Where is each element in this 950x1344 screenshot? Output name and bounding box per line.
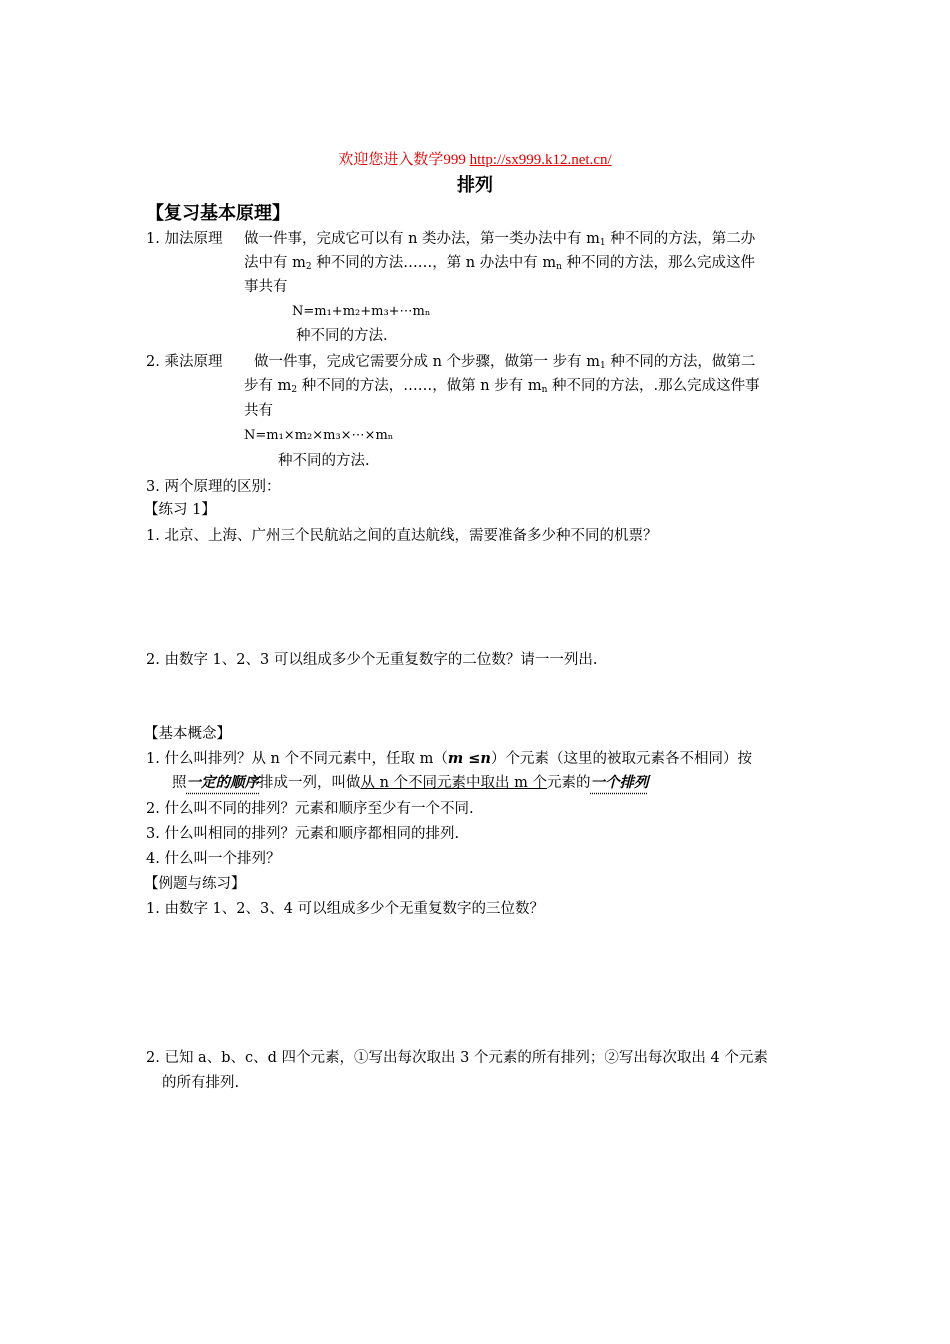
- page-title: 排列: [457, 175, 493, 196]
- example1: 1. 由数字 1、2、3、4 可以组成多少个无重复数字的三位数？: [146, 901, 545, 917]
- addition-principle-label: 1. 加法原理: [146, 231, 223, 247]
- examples-heading: 【例题与练习】: [144, 876, 246, 892]
- site-link[interactable]: http://sx999.k12.net.cn/: [469, 152, 612, 168]
- multiplication-formula: N=m₁×m₂×m₃×⋯×mₙ: [244, 428, 394, 443]
- practice1-question2: 2. 由数字 1、2、3 可以组成多少个无重复数字的二位数？请一一列出.: [146, 652, 598, 668]
- example2-line2: 的所有排列.: [162, 1075, 240, 1091]
- addition-principle-line1: 做一件事，完成它可以有 n 类办法，第一类办法中有 $m_1$ 种不同的方法，第二办: [244, 231, 756, 248]
- multiplication-formula-end: 种不同的方法.: [278, 453, 370, 469]
- concept4: 4. 什么叫一个排列？: [146, 851, 281, 867]
- welcome-banner: [0, 150, 950, 170]
- addition-principle-line2: 法中有 $m_2$ 种不同的方法……，第 n 办法中有 $m_n$ 种不同的方法，那么完成这件: [244, 255, 756, 272]
- multiplication-principle-line3: 共有: [244, 403, 273, 419]
- concept3: 3. 什么叫相同的排列？元素和顺序都相同的排列.: [146, 826, 460, 842]
- practice1-heading: 【练习 1】: [144, 502, 216, 518]
- concept2: 2. 什么叫不同的排列？元素和顺序至少有一个不同.: [146, 801, 474, 817]
- concepts-heading: 【基本概念】: [144, 726, 231, 742]
- review-heading: 【复习基本原理】: [146, 203, 290, 224]
- principle-difference: 3. 两个原理的区别：: [146, 479, 281, 495]
- underlined-phrase: 从 n 个不同元素中取出 m 个: [360, 775, 548, 791]
- practice1-question1: 1. 北京、上海、广州三个民航站之间的直达航线，需要准备多少种不同的机票？: [146, 528, 658, 544]
- multiplication-principle-label: 2. 乘法原理: [146, 354, 223, 370]
- welcome-text: 欢迎您进入数学999: [338, 152, 470, 168]
- multiplication-principle-line2: 步有 $m_2$ 种不同的方法，……，做第 n 步有 $m_n$ 种不同的方法，.那么完成这件事: [244, 378, 760, 395]
- multiplication-principle-line1: 做一件事，完成它需要分成 n 个步骤，做第一 步有 $m_1$ 种不同的方法，做第二: [254, 354, 756, 371]
- addition-formula: N=m₁+m₂+m₃+⋯mₙ: [292, 304, 431, 319]
- addition-principle-line3: 事共有: [244, 279, 288, 295]
- addition-formula-end: 种不同的方法.: [296, 328, 388, 344]
- emphasis-permutation: 一个排列: [590, 774, 649, 791]
- concept1-line2: 照一定的顺序排成一列，叫做从 n 个不同元素中取出 m 个元素的一个排列: [172, 774, 649, 791]
- math-m-le-n: m ≤n: [447, 750, 491, 767]
- concept1-line1: 1. 什么叫排列？从 n 个不同元素中，任取 m（m ≤n）个元素（这里的被取元素各不相同）按: [146, 750, 752, 767]
- example2-line1: 2. 已知 a、b、c、d 四个元素，①写出每次取出 3 个元素的所有排列；②写出每次取出 4 个元素: [146, 1050, 768, 1066]
- emphasis-order: 一定的顺序: [186, 774, 259, 791]
